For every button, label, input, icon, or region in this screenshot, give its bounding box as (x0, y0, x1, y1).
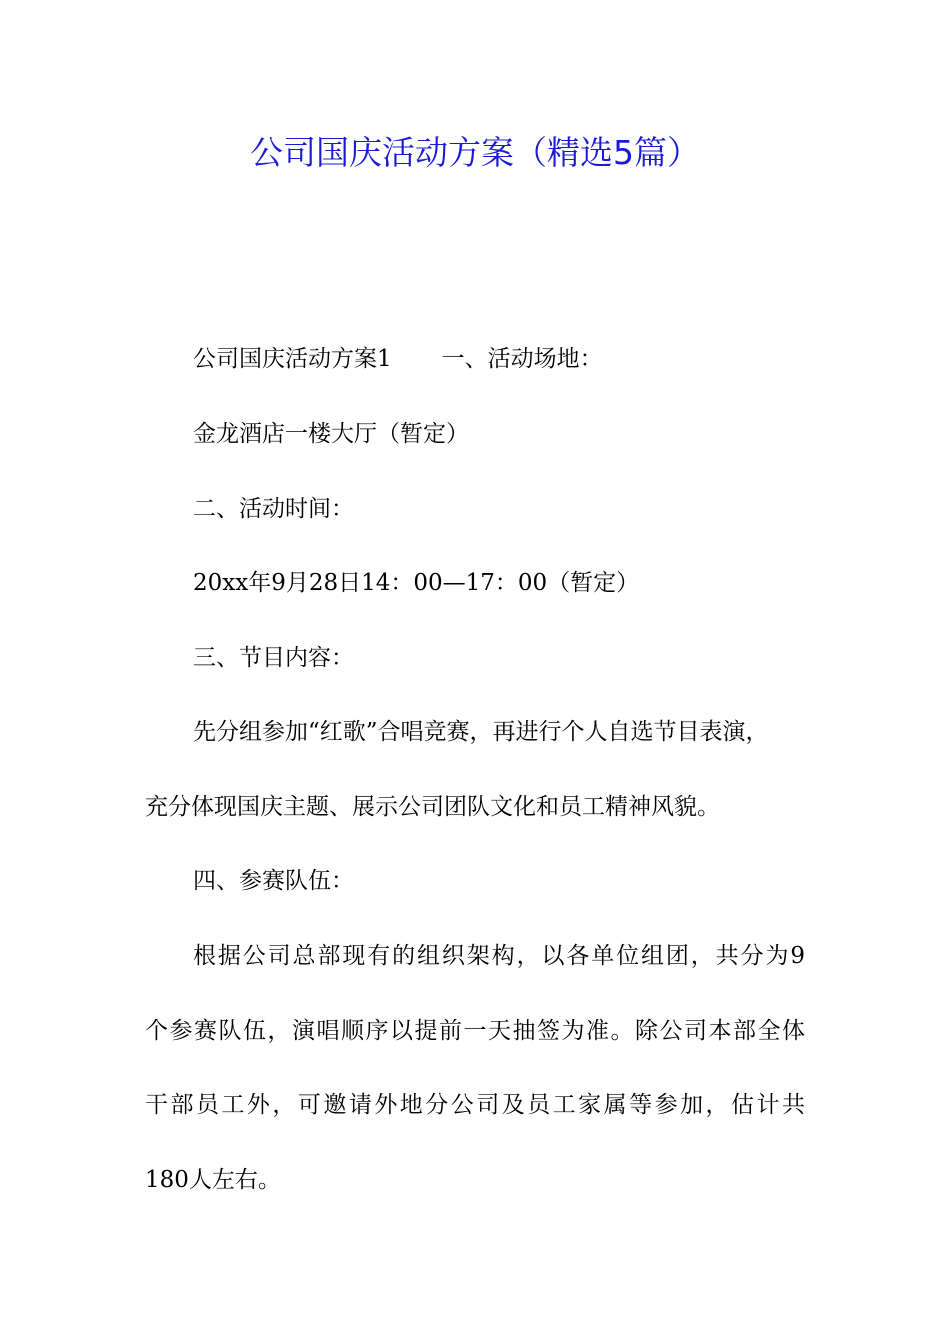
section-heading: 二、活动时间： (193, 496, 354, 522)
paragraph-line: 金龙酒店一楼大厅（暂定） (193, 421, 469, 447)
section-heading: 公司国庆活动方案1 (193, 346, 392, 372)
section-heading: 一、活动场地： (441, 346, 603, 372)
paragraph-line (193, 344, 603, 374)
section-heading: 三、节目内容： (193, 645, 354, 671)
paragraph-line: 个参赛队伍，演唱顺序以提前一天抽签为准。除公司本部全体 (145, 1018, 805, 1044)
paragraph-line: 充分体现国庆主题、展示公司团队文化和员工精神风貌。 (145, 794, 720, 820)
paragraph-line: 180人左右。 (145, 1167, 281, 1193)
paragraph-line: 20xx年9月28日14：00—17：00（暂定） (193, 570, 640, 596)
paragraph-line: 干部员工外，可邀请外地分公司及员工家属等参加，估计共 (145, 1092, 805, 1118)
section-heading: 四、参赛队伍： (193, 868, 354, 894)
paragraph-line: 根据公司总部现有的组织架构，以各单位组团，共分为9 (193, 943, 805, 969)
paragraph-line: 先分组参加“红歌”合唱竞赛，再进行个人自选节目表演， (193, 719, 769, 745)
document-title: 公司国庆活动方案（精选5篇） (250, 133, 700, 172)
